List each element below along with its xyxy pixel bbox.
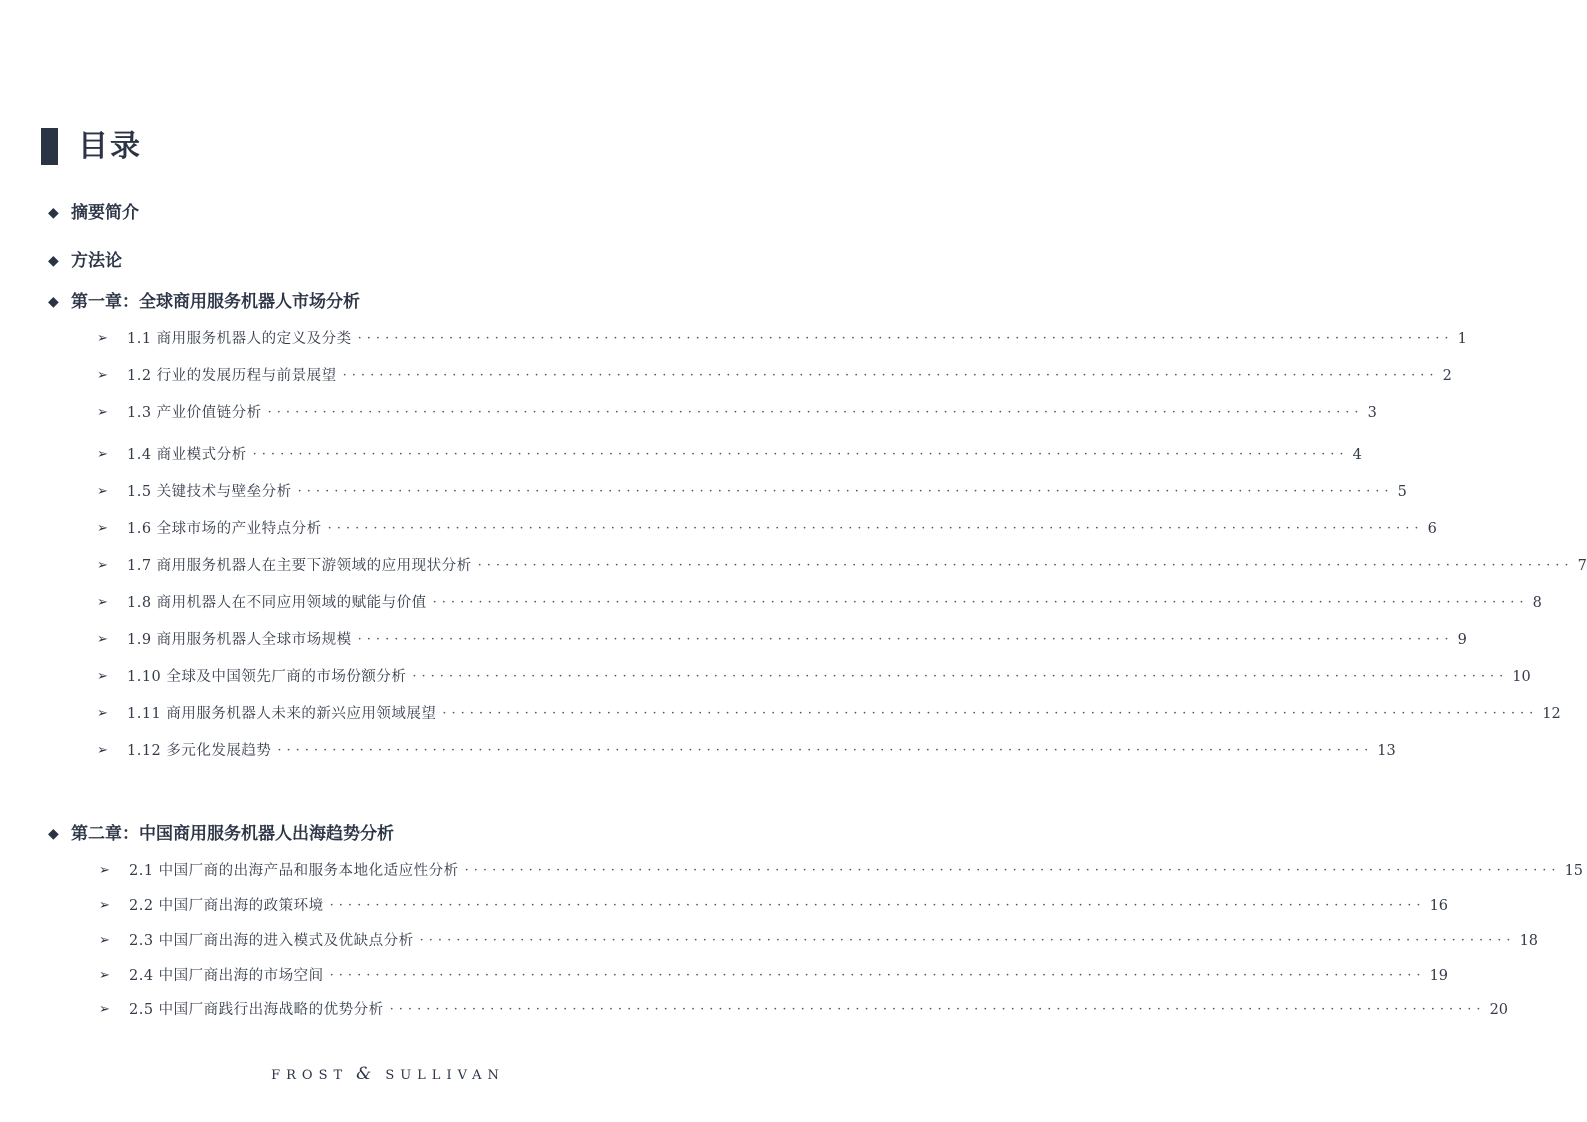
arrow-right-icon: ➢ — [97, 447, 108, 462]
dot-leader: ························································································································ — [357, 632, 1454, 647]
toc-entry-label: 1.10 全球及中国领先厂商的市场份额分析 — [127, 669, 407, 685]
toc-entry-label: 1.4 商业模式分析 — [127, 447, 247, 463]
arrow-right-icon: ➢ — [97, 743, 108, 758]
toc-entry-label: 2.2 中国厂商出海的政策环境 — [129, 898, 324, 914]
toc-page-number: 15 — [1564, 863, 1584, 879]
arrow-right-icon: ➢ — [97, 405, 108, 420]
arrow-right-icon: ➢ — [97, 521, 108, 536]
footer-brand-right: SULLIVAN — [385, 1068, 505, 1083]
arrow-right-icon: ➢ — [97, 368, 108, 383]
toc-entry-label: 1.2 行业的发展历程与前景展望 — [127, 368, 337, 384]
dot-leader: ························································································································ — [442, 706, 1539, 721]
dot-leader: ························································································································ — [412, 669, 1509, 684]
toc-page-number: 9 — [1457, 632, 1467, 648]
toc-section-label: 方法论 — [71, 251, 122, 271]
toc-entry[interactable] — [97, 364, 1452, 388]
toc-entry[interactable] — [97, 517, 1437, 541]
toc-entry-label: 2.3 中国厂商出海的进入模式及优缺点分析 — [129, 933, 414, 949]
arrow-right-icon: ➢ — [99, 933, 110, 948]
arrow-right-icon: ➢ — [99, 863, 110, 878]
toc-entry[interactable] — [99, 998, 1509, 1022]
toc-entry-label: 1.5 关键技术与壁垒分析 — [127, 484, 292, 500]
diamond-icon: ◆ — [48, 826, 59, 842]
toc-entry[interactable] — [97, 665, 1531, 689]
toc-section-label: 第一章：全球商用服务机器人市场分析 — [71, 292, 360, 312]
toc-entry[interactable] — [97, 443, 1362, 467]
dot-leader: ························································································································ — [267, 405, 1364, 420]
toc-page-number: 4 — [1352, 447, 1362, 463]
toc-entry[interactable] — [97, 702, 1561, 726]
toc-page-number: 2 — [1442, 368, 1452, 384]
toc-entry-label: 1.3 产业价值链分析 — [127, 405, 262, 421]
arrow-right-icon: ➢ — [97, 331, 108, 346]
arrow-right-icon: ➢ — [97, 669, 108, 684]
toc-page-number: 3 — [1367, 405, 1377, 421]
toc-section-methodology[interactable] — [48, 249, 122, 273]
toc-entry-label: 1.8 商用机器人在不同应用领域的赋能与价值 — [127, 595, 427, 611]
toc-entry[interactable] — [97, 739, 1396, 763]
toc-entry-label: 1.11 商用服务机器人未来的新兴应用领域展望 — [127, 706, 437, 722]
dot-leader: ························································································································ — [419, 933, 1516, 948]
toc-entry[interactable] — [99, 964, 1449, 988]
toc-entry-label: 1.9 商用服务机器人全球市场规模 — [127, 632, 352, 648]
footer-ampersand: & — [356, 1064, 372, 1084]
dot-leader: ························································································································ — [464, 863, 1561, 878]
arrow-right-icon: ➢ — [99, 968, 110, 983]
toc-section-chapter1[interactable] — [48, 290, 360, 314]
dot-leader: ························································································································ — [297, 484, 1394, 499]
toc-entry-label: 2.4 中国厂商出海的市场空间 — [129, 968, 324, 984]
dot-leader: ························································································································ — [327, 521, 1424, 536]
toc-entry[interactable] — [99, 894, 1449, 918]
toc-entry-label: 1.7 商用服务机器人在主要下游领域的应用现状分析 — [127, 558, 472, 574]
footer-brand-left: FROST — [271, 1068, 349, 1083]
toc-entry[interactable] — [97, 480, 1407, 504]
toc-page-number: 10 — [1512, 669, 1531, 685]
toc-page-number: 18 — [1519, 933, 1539, 949]
dot-leader: ························································································································ — [329, 968, 1426, 983]
toc-entry[interactable] — [99, 929, 1539, 953]
toc-page-number: 7 — [1577, 558, 1587, 574]
toc-entry-label: 2.1 中国厂商的出海产品和服务本地化适应性分析 — [129, 863, 459, 879]
arrow-right-icon: ➢ — [97, 558, 108, 573]
dot-leader: ························································································································ — [389, 1002, 1486, 1017]
arrow-right-icon: ➢ — [97, 595, 108, 610]
toc-section-summary[interactable] — [48, 201, 139, 225]
dot-leader: ························································································································ — [357, 331, 1454, 346]
toc-page-number: 5 — [1397, 484, 1407, 500]
dot-leader: ························································································································ — [342, 368, 1439, 383]
toc-entry[interactable] — [97, 591, 1542, 615]
footer-logo — [0, 1064, 776, 1084]
diamond-icon: ◆ — [48, 205, 59, 221]
toc-page-number: 16 — [1429, 898, 1449, 914]
dot-leader: ························································································································ — [477, 558, 1574, 573]
toc-entry[interactable] — [97, 628, 1467, 652]
toc-entry[interactable] — [97, 554, 1587, 578]
toc-page-number: 6 — [1427, 521, 1437, 537]
toc-page-number: 19 — [1429, 968, 1449, 984]
arrow-right-icon: ➢ — [99, 898, 110, 913]
dot-leader: ························································································································ — [252, 447, 1349, 462]
title-accent-bar — [41, 128, 58, 165]
page-title: 目录 — [78, 129, 142, 164]
toc-page-number: 8 — [1532, 595, 1542, 611]
toc-page-number: 20 — [1489, 1002, 1509, 1018]
toc-entry-label: 1.12 多元化发展趋势 — [127, 743, 272, 759]
arrow-right-icon: ➢ — [97, 632, 108, 647]
toc-entry[interactable] — [97, 327, 1467, 351]
arrow-right-icon: ➢ — [97, 706, 108, 721]
diamond-icon: ◆ — [48, 253, 59, 269]
dot-leader: ························································································································ — [432, 595, 1529, 610]
toc-page-number: 13 — [1377, 743, 1396, 759]
toc-entry-label: 2.5 中国厂商践行出海战略的优势分析 — [129, 1002, 384, 1018]
toc-entry[interactable] — [99, 859, 1584, 883]
toc-entry[interactable] — [97, 401, 1377, 425]
toc-page-number: 12 — [1542, 706, 1561, 722]
dot-leader: ························································································································ — [329, 898, 1426, 913]
dot-leader: ························································································································ — [277, 743, 1374, 758]
arrow-right-icon: ➢ — [99, 1002, 110, 1017]
diamond-icon: ◆ — [48, 294, 59, 310]
toc-section-label: 第二章：中国商用服务机器人出海趋势分析 — [71, 824, 394, 844]
toc-page-number: 1 — [1457, 331, 1467, 347]
toc-entry-label: 1.1 商用服务机器人的定义及分类 — [127, 331, 352, 347]
toc-section-chapter2[interactable] — [48, 822, 394, 846]
toc-section-label: 摘要简介 — [71, 203, 139, 223]
arrow-right-icon: ➢ — [97, 484, 108, 499]
toc-entry-label: 1.6 全球市场的产业特点分析 — [127, 521, 322, 537]
